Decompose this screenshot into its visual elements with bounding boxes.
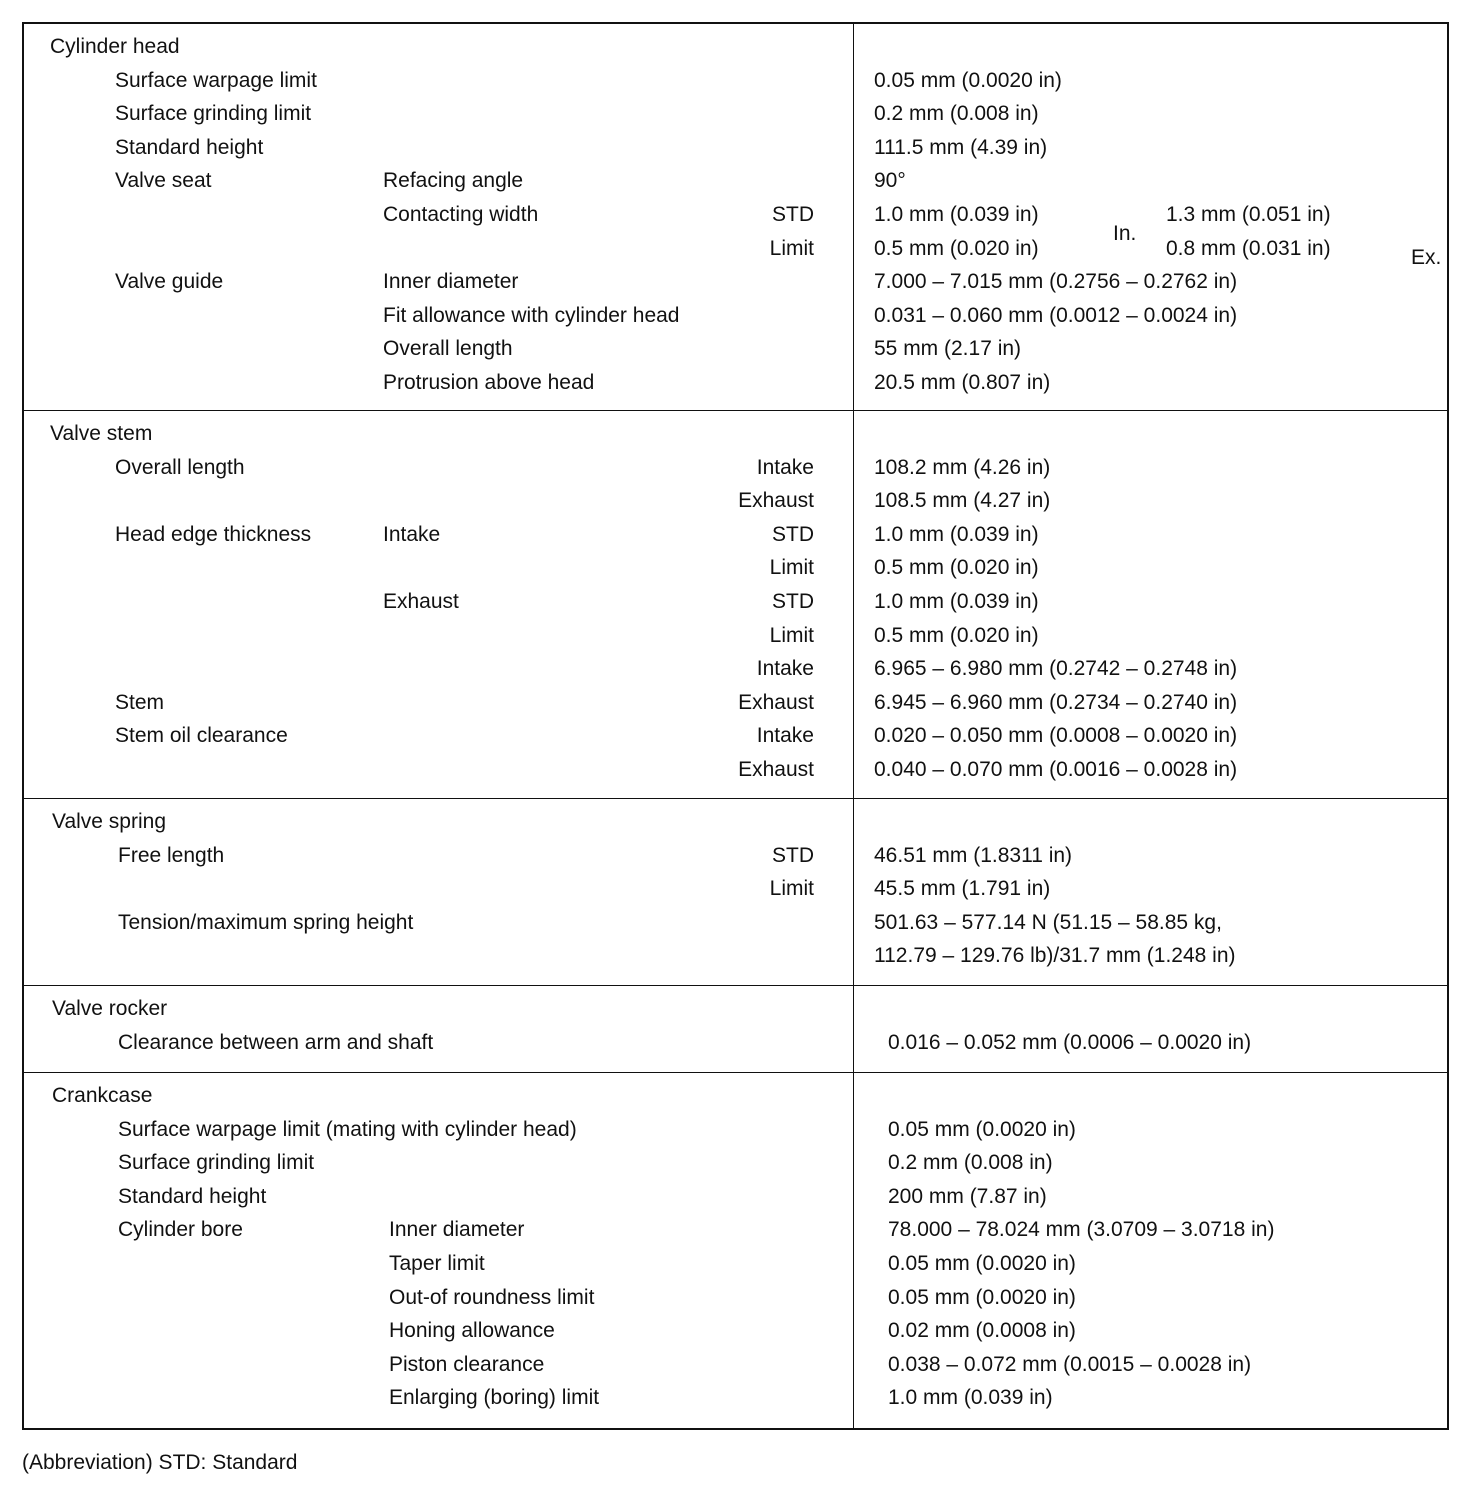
spec-value: 0.05 mm (0.0020 in) — [888, 1251, 1076, 1275]
spec-value: 0.020 – 0.050 mm (0.0008 – 0.0020 in) — [874, 724, 1238, 748]
spec-row — [24, 551, 1447, 585]
section-title: Cylinder head — [50, 35, 180, 58]
spec-value: 501.63 – 577.14 N (51.15 – 58.85 kg, — [874, 910, 1222, 934]
spec-row — [24, 652, 1447, 686]
spec-row — [24, 1348, 1447, 1382]
item-label: Surface grinding limit — [115, 102, 312, 126]
spec-value-exhaust: 1.3 mm (0.051 in) — [1166, 202, 1331, 226]
spec-value: 0.5 mm (0.020 in) — [874, 556, 1039, 580]
spec-row — [24, 518, 1447, 552]
section-title: Valve stem — [50, 422, 153, 445]
spec-row — [24, 1314, 1447, 1348]
sub-item-label: Refacing angle — [383, 169, 524, 193]
qualifier-label: Exhaust — [738, 690, 814, 714]
sub-item-label: Exhaust — [383, 589, 459, 613]
spec-row — [24, 332, 1447, 366]
spec-value: 6.945 – 6.960 mm (0.2734 – 0.2740 in) — [874, 690, 1238, 714]
section-title-row — [24, 805, 1447, 839]
spec-value: 0.05 mm (0.0020 in) — [888, 1117, 1076, 1141]
item-label: Tension/maximum spring height — [118, 910, 414, 934]
spec-value: 0.2 mm (0.008 in) — [888, 1151, 1053, 1175]
section-title: Valve rocker — [52, 997, 168, 1020]
sub-item-label: Protrusion above head — [383, 370, 595, 394]
sub-item-label: Overall length — [383, 337, 513, 361]
spec-row — [24, 1381, 1447, 1415]
qualifier-label: Limit — [769, 236, 814, 260]
spec-value: 108.2 mm (4.26 in) — [874, 455, 1051, 479]
qualifier-label: Intake — [756, 724, 814, 748]
item-label: Stem oil clearance — [115, 724, 288, 748]
spec-value: 111.5 mm (4.39 in) — [874, 135, 1048, 159]
section-title-row — [24, 30, 1447, 64]
section-valve-stem — [24, 410, 1447, 798]
section-valve-spring — [24, 798, 1447, 985]
sub-item-label: Inner diameter — [389, 1218, 525, 1242]
spec-value: 46.51 mm (1.8311 in) — [874, 843, 1073, 867]
spec-value: 0.016 – 0.052 mm (0.0006 – 0.0020 in) — [888, 1030, 1252, 1054]
spec-row — [24, 1026, 1447, 1060]
spec-value: 0.031 – 0.060 mm (0.0012 – 0.0024 in) — [874, 303, 1238, 327]
item-label: Overall length — [115, 455, 245, 479]
qualifier-label: Exhaust — [738, 489, 814, 513]
sub-item-label: Piston clearance — [389, 1352, 545, 1376]
spec-row — [24, 872, 1447, 906]
spec-value: 1.0 mm (0.039 in) — [874, 589, 1039, 613]
sub-item-label: Contacting width — [383, 202, 539, 226]
item-label: Valve seat — [115, 169, 212, 193]
spec-row — [24, 753, 1447, 787]
qualifier-label: Intake — [756, 657, 814, 681]
abbreviation-footnote: (Abbreviation) STD: Standard — [22, 1451, 298, 1474]
spec-value: 1.0 mm (0.039 in) — [874, 522, 1039, 546]
spec-value: 55 mm (2.17 in) — [874, 337, 1022, 361]
spec-value: 108.5 mm (4.27 in) — [874, 489, 1051, 513]
section-title-row — [24, 992, 1447, 1026]
spec-row — [24, 265, 1447, 299]
spec-value: 200 mm (7.87 in) — [888, 1184, 1047, 1208]
spec-row — [24, 906, 1447, 940]
qualifier-label: STD — [772, 843, 814, 867]
spec-row — [24, 131, 1447, 165]
spec-row — [24, 619, 1447, 653]
section-title-row — [24, 417, 1447, 451]
spec-value: 1.0 mm (0.039 in) — [888, 1386, 1053, 1410]
spec-row — [24, 1247, 1447, 1281]
section-cylinder-head — [24, 24, 1447, 410]
sub-item-label: Enlarging (boring) limit — [389, 1386, 600, 1410]
spec-value: 0.038 – 0.072 mm (0.0015 – 0.0028 in) — [888, 1352, 1252, 1376]
spec-value: 0.040 – 0.070 mm (0.0016 – 0.0028 in) — [874, 757, 1238, 781]
item-label: Cylinder bore — [118, 1218, 243, 1242]
spec-row — [24, 1113, 1447, 1147]
spec-value: 78.000 – 78.024 mm (3.0709 – 3.0718 in) — [888, 1218, 1275, 1242]
spec-row — [24, 366, 1447, 400]
specification-table — [22, 22, 1449, 1430]
spec-value-exhaust: 0.8 mm (0.031 in) — [1166, 236, 1331, 260]
spec-row — [24, 1146, 1447, 1180]
spec-row — [24, 232, 1447, 266]
qualifier-label: STD — [772, 522, 814, 546]
spec-value: 0.2 mm (0.008 in) — [874, 102, 1039, 126]
spec-value: 45.5 mm (1.791 in) — [874, 877, 1051, 901]
spec-value: 20.5 mm (0.807 in) — [874, 370, 1051, 394]
item-label: Head edge thickness — [115, 522, 312, 546]
section-title: Crankcase — [52, 1084, 153, 1107]
section-title-row — [24, 1079, 1447, 1113]
qualifier-label: Intake — [756, 455, 814, 479]
spec-value: 0.5 mm (0.020 in) — [874, 236, 1039, 260]
spec-value: 90° — [874, 169, 906, 193]
section-crankcase — [24, 1072, 1447, 1428]
spec-row — [24, 719, 1447, 753]
sub-item-label: Out-of roundness limit — [389, 1285, 595, 1309]
spec-row — [24, 585, 1447, 619]
item-label: Standard height — [118, 1184, 267, 1208]
spec-row — [24, 198, 1447, 232]
spec-row — [24, 64, 1447, 98]
item-label: Surface warpage limit — [115, 68, 317, 92]
spec-row — [24, 299, 1447, 333]
item-label: Valve guide — [115, 270, 224, 294]
item-label: Free length — [118, 843, 225, 867]
section-valve-rocker — [24, 985, 1447, 1072]
intake-label: In. — [1113, 222, 1137, 245]
item-label: Standard height — [115, 135, 264, 159]
spec-value: 112.79 – 129.76 lb)/31.7 mm (1.248 in) — [874, 944, 1236, 968]
spec-value: 0.02 mm (0.0008 in) — [888, 1319, 1076, 1343]
spec-row — [24, 1213, 1447, 1247]
qualifier-label: STD — [772, 589, 814, 613]
section-title: Valve spring — [52, 810, 167, 833]
item-label: Surface grinding limit — [118, 1151, 315, 1175]
spec-row — [24, 484, 1447, 518]
sub-item-label: Inner diameter — [383, 270, 519, 294]
qualifier-label: Limit — [769, 623, 814, 647]
item-label: Surface warpage limit (mating with cylinder head) — [118, 1117, 577, 1141]
qualifier-label: STD — [772, 202, 814, 226]
spec-value: 0.05 mm (0.0020 in) — [888, 1285, 1076, 1309]
sub-item-label: Intake — [383, 522, 441, 546]
sub-item-label: Fit allowance with cylinder head — [383, 303, 680, 327]
exhaust-label: Ex. — [1411, 246, 1442, 269]
spec-value: 0.05 mm (0.0020 in) — [874, 68, 1062, 92]
spec-value: 7.000 – 7.015 mm (0.2756 – 0.2762 in) — [874, 270, 1238, 294]
qualifier-label: Limit — [769, 877, 814, 901]
item-label: Stem — [115, 690, 165, 714]
spec-row — [24, 1281, 1447, 1315]
spec-value: 0.5 mm (0.020 in) — [874, 623, 1039, 647]
spec-row — [24, 97, 1447, 131]
sub-item-label: Honing allowance — [389, 1319, 555, 1343]
spec-row — [24, 839, 1447, 873]
spec-row — [24, 939, 1447, 973]
spec-value: 6.965 – 6.980 mm (0.2742 – 0.2748 in) — [874, 657, 1238, 681]
qualifier-label: Limit — [769, 556, 814, 580]
sub-item-label: Taper limit — [389, 1251, 485, 1275]
spec-row — [24, 686, 1447, 720]
spec-row — [24, 164, 1447, 198]
spec-value: 1.0 mm (0.039 in) — [874, 202, 1039, 226]
spec-row — [24, 1180, 1447, 1214]
item-label: Clearance between arm and shaft — [118, 1030, 434, 1054]
qualifier-label: Exhaust — [738, 757, 814, 781]
spec-row — [24, 451, 1447, 485]
